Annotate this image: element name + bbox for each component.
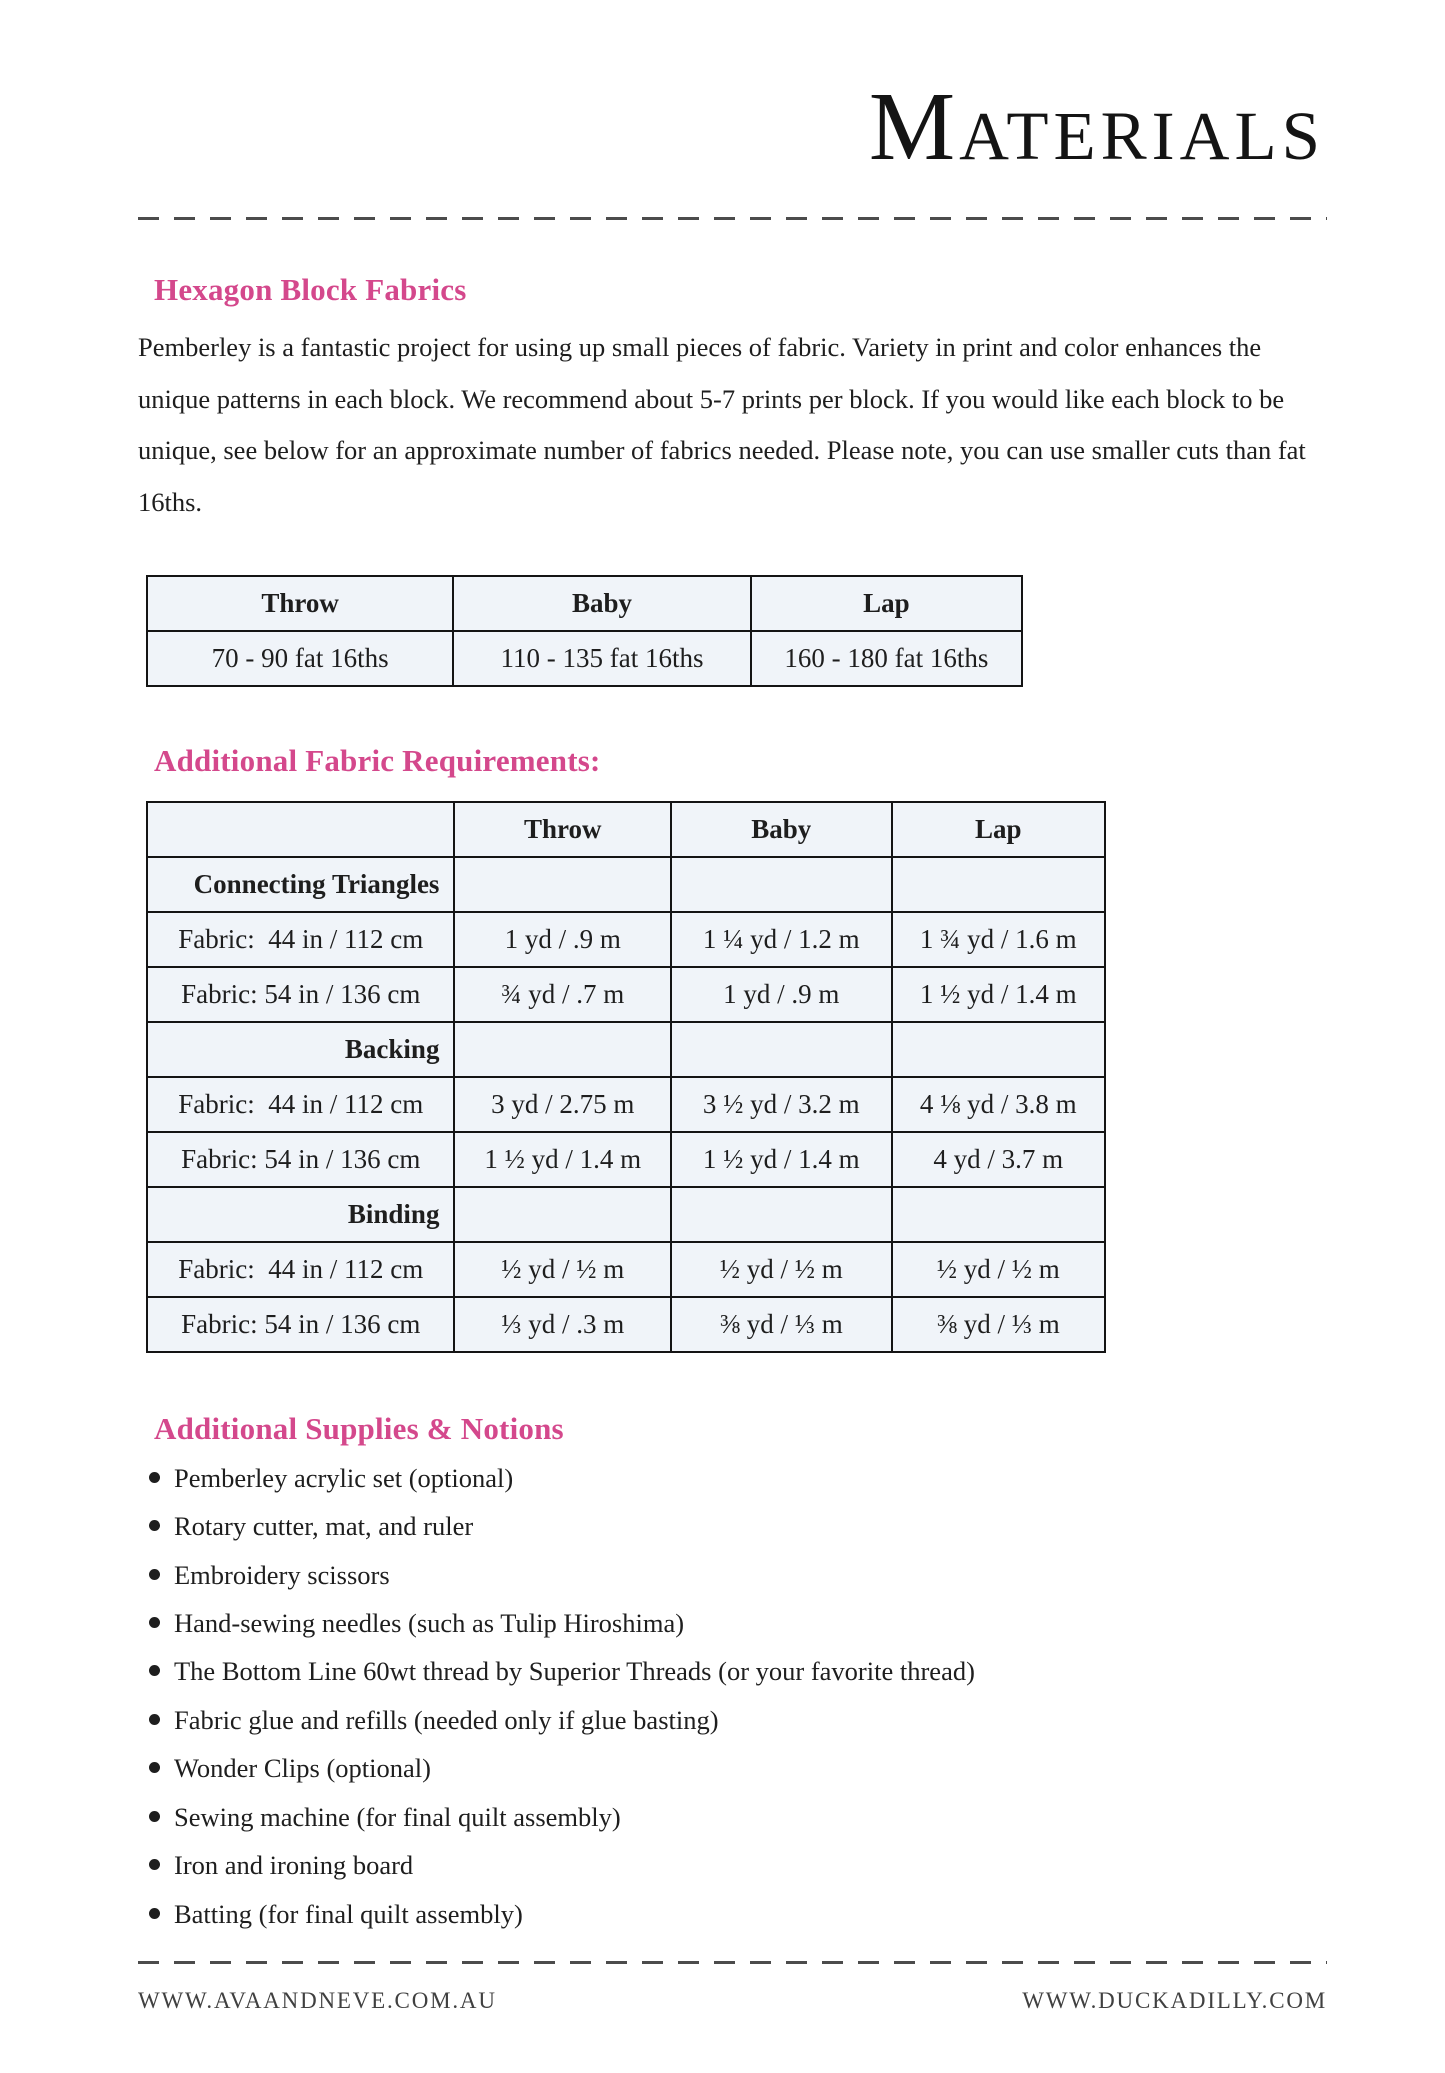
- req-cell: [892, 857, 1106, 912]
- size-value-lap: 160 - 180 fat 16ths: [751, 631, 1022, 686]
- req-row-label: Fabric: 44 in / 112 cm: [147, 1242, 454, 1297]
- req-cell: [671, 1187, 891, 1242]
- size-header-throw: Throw: [147, 576, 453, 631]
- req-cell: [454, 857, 671, 912]
- req-section-label: Binding: [147, 1187, 454, 1242]
- table-row-section: [147, 1022, 1105, 1077]
- supply-item-label: Rotary cutter, mat, and ruler: [174, 1511, 474, 1542]
- page-footer: [138, 1988, 1327, 2014]
- req-cell: 1 ½ yd / 1.4 m: [454, 1132, 671, 1187]
- page-title-rest: ATERIALS: [959, 98, 1325, 174]
- req-header-blank: [147, 802, 454, 857]
- footer-left-url: WWW.AVAANDNEVE.COM.AU: [138, 1988, 497, 2014]
- size-header-lap: Lap: [751, 576, 1022, 631]
- size-value-baby: 110 - 135 fat 16ths: [453, 631, 751, 686]
- hexagon-block-fabrics-heading: Hexagon Block Fabrics: [154, 272, 467, 307]
- req-header-throw: Throw: [454, 802, 671, 857]
- supply-item-label: Batting (for final quilt assembly): [174, 1898, 523, 1929]
- page-title-initial: M: [868, 73, 960, 180]
- table-row: [147, 802, 1105, 857]
- req-cell: [671, 857, 891, 912]
- req-cell: ¾ yd / .7 m: [454, 967, 671, 1022]
- list-item: [140, 1509, 1327, 1543]
- bullet-icon: [149, 1811, 160, 1822]
- size-header-baby: Baby: [453, 576, 751, 631]
- additional-supplies-heading: Additional Supplies & Notions: [154, 1410, 564, 1446]
- list-item: [140, 1558, 1327, 1592]
- req-row-label: Fabric: 44 in / 112 cm: [147, 912, 454, 967]
- bullet-icon: [149, 1908, 160, 1919]
- supply-item-label: Embroidery scissors: [174, 1559, 390, 1590]
- req-cell: 3 yd / 2.75 m: [454, 1077, 671, 1132]
- req-cell: ½ yd / ½ m: [892, 1242, 1106, 1297]
- table-row: [147, 631, 1022, 686]
- fabric-count-table: [146, 575, 1023, 687]
- additional-fabric-requirements-heading: Additional Fabric Requirements:: [154, 742, 601, 778]
- table-row: [147, 1132, 1105, 1187]
- req-row-label: Fabric: 54 in / 136 cm: [147, 1297, 454, 1352]
- table-row: [147, 912, 1105, 967]
- page-title: [138, 73, 1327, 180]
- supply-item-label: Iron and ironing board: [174, 1850, 414, 1881]
- list-item: [140, 1654, 1327, 1688]
- bullet-icon: [149, 1762, 160, 1773]
- bullet-icon: [149, 1569, 160, 1580]
- req-cell: ½ yd / ½ m: [454, 1242, 671, 1297]
- req-cell: [454, 1022, 671, 1077]
- req-cell: ½ yd / ½ m: [671, 1242, 891, 1297]
- list-item: [140, 1461, 1327, 1495]
- bullet-icon: [149, 1617, 160, 1628]
- supply-item-label: Pemberley acrylic set (optional): [174, 1462, 514, 1493]
- list-item: [140, 1897, 1327, 1931]
- dashed-divider-bottom: [138, 1961, 1327, 1964]
- req-cell: [892, 1022, 1106, 1077]
- req-header-lap: Lap: [892, 802, 1106, 857]
- req-cell: 3 ½ yd / 3.2 m: [671, 1077, 891, 1132]
- bullet-icon: [149, 1714, 160, 1725]
- req-cell: 4 ⅛ yd / 3.8 m: [892, 1077, 1106, 1132]
- supply-item-label: Sewing machine (for final quilt assembly): [174, 1801, 621, 1832]
- supply-item-label: The Bottom Line 60wt thread by Superior Threads (or your favorite thread): [174, 1656, 975, 1687]
- table-row: [147, 1077, 1105, 1132]
- req-cell: 1 ½ yd / 1.4 m: [671, 1132, 891, 1187]
- req-section-label: Backing: [147, 1022, 454, 1077]
- req-cell: 1 ¾ yd / 1.6 m: [892, 912, 1106, 967]
- req-cell: ⅓ yd / .3 m: [454, 1297, 671, 1352]
- list-item: [140, 1848, 1327, 1882]
- list-item: [140, 1751, 1327, 1785]
- list-item: [140, 1606, 1327, 1640]
- list-item: [140, 1800, 1327, 1834]
- table-row-section: [147, 857, 1105, 912]
- supply-item-label: Fabric glue and refills (needed only if glue basting): [174, 1704, 719, 1735]
- req-cell: 1 yd / .9 m: [671, 967, 891, 1022]
- table-row: [147, 1297, 1105, 1352]
- footer-right-url: WWW.DUCKADILLY.COM: [1022, 1988, 1327, 2014]
- req-row-label: Fabric: 54 in / 136 cm: [147, 1132, 454, 1187]
- req-cell: [454, 1187, 671, 1242]
- bullet-icon: [149, 1859, 160, 1870]
- size-value-throw: 70 - 90 fat 16ths: [147, 631, 453, 686]
- req-row-label: Fabric: 54 in / 136 cm: [147, 967, 454, 1022]
- req-header-baby: Baby: [671, 802, 891, 857]
- req-cell: 1 yd / .9 m: [454, 912, 671, 967]
- req-section-label: Connecting Triangles: [147, 857, 454, 912]
- supply-item-label: Hand-sewing needles (such as Tulip Hiroshima): [174, 1608, 685, 1638]
- table-row-section: [147, 1187, 1105, 1242]
- supplies-list: [140, 1461, 1327, 1931]
- hexagon-intro-paragraph: Pemberley is a fantastic project for using up small pieces of fabric. Variety in print and color enhances the unique patterns in each block. We recommend about 5-7 prints per block. If you would like each block to be unique, see below for an approximate number of fabrics needed. Please note, you can use smaller cuts than fat 16ths.: [138, 332, 1306, 518]
- table-row: [147, 967, 1105, 1022]
- req-cell: ⅜ yd / ⅓ m: [671, 1297, 891, 1352]
- req-cell: 1 ¼ yd / 1.2 m: [671, 912, 891, 967]
- requirements-table: [146, 801, 1106, 1353]
- supply-item-label: Wonder Clips (optional): [174, 1753, 431, 1784]
- table-row: [147, 1242, 1105, 1297]
- table-row: [147, 576, 1022, 631]
- req-cell: 1 ½ yd / 1.4 m: [892, 967, 1106, 1022]
- list-item: [140, 1703, 1327, 1737]
- bullet-icon: [149, 1472, 160, 1483]
- bullet-icon: [149, 1520, 160, 1531]
- req-row-label: Fabric: 44 in / 112 cm: [147, 1077, 454, 1132]
- bullet-icon: [149, 1665, 160, 1676]
- req-cell: [892, 1187, 1106, 1242]
- dashed-divider-top: [138, 217, 1327, 220]
- req-cell: 4 yd / 3.7 m: [892, 1132, 1106, 1187]
- req-cell: ⅜ yd / ⅓ m: [892, 1297, 1106, 1352]
- req-cell: [671, 1022, 891, 1077]
